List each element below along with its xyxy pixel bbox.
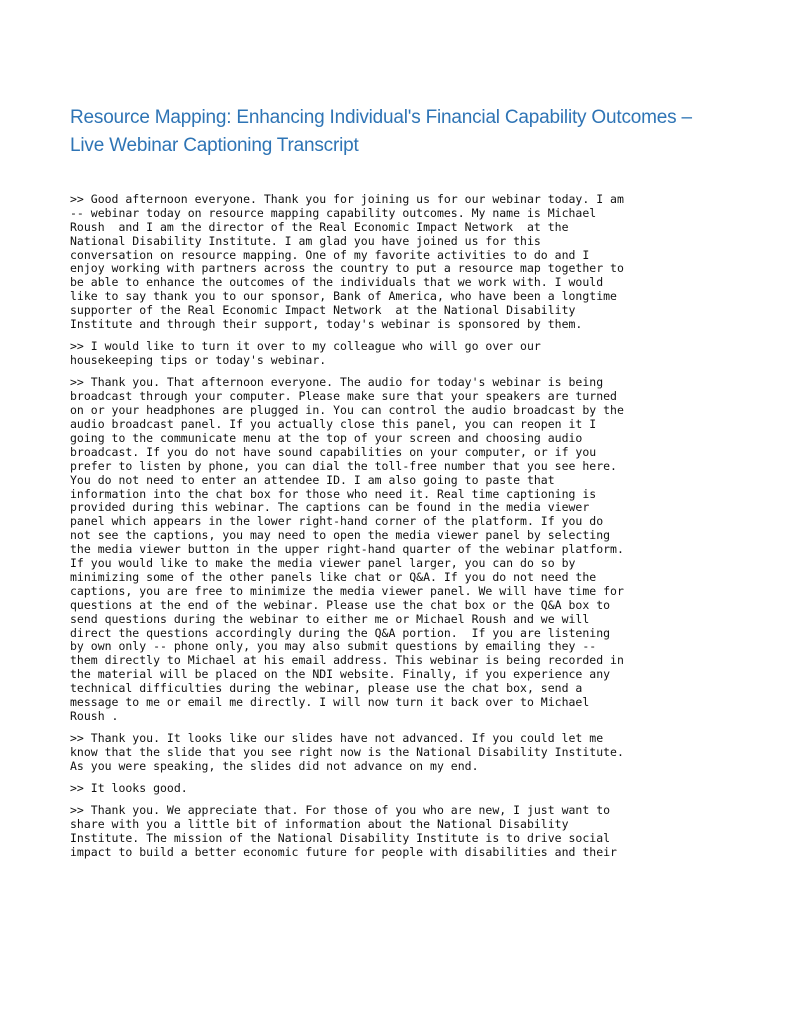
transcript-line: be able to enhance the outcomes of the individuals that we work with. I would	[70, 275, 604, 290]
transcript-line: >> I would like to turn it over to my colleague who will go over our	[70, 339, 541, 354]
transcript-paragraph	[70, 193, 750, 332]
transcript-line: captions, you are free to minimize the media viewer panel. We will have time for	[70, 583, 624, 598]
transcript-paragraph	[70, 782, 750, 796]
transcript-line: the media viewer button in the upper right-hand quarter of the webinar platform.	[70, 542, 624, 557]
transcript-line: As you were speaking, the slides did not advance on my end.	[70, 758, 479, 773]
transcript-line: impact to build a better economic future for people with disabilities and their	[70, 845, 617, 860]
transcript-line: like to say thank you to our sponsor, Bank of America, who have been a longtime	[70, 289, 617, 304]
transcript-line: going to the communicate menu at the top of your screen and choosing audio	[70, 431, 583, 446]
document-title	[70, 104, 750, 160]
transcript-line: National Disability Institute. I am glad you have joined us for this	[70, 233, 541, 248]
transcript-paragraph	[70, 804, 750, 860]
transcript-line: send questions during the webinar to either me or Michael Roush and we will	[70, 611, 590, 626]
transcript-line: prefer to listen by phone, you can dial the toll-free number that you see here.	[70, 458, 617, 473]
transcript-line: not see the captions, you may need to open the media viewer panel by selecting	[70, 528, 611, 543]
transcript-line: Roush .	[70, 708, 119, 723]
transcript-line: technical difficulties during the webinar, please use the chat box, send a	[70, 681, 583, 696]
transcript-line: You do not need to enter an attendee ID. I am also going to paste that	[70, 472, 555, 487]
transcript-line: information into the chat box for those who need it. Real time captioning is	[70, 486, 597, 501]
transcript-line: If you would like to make the media viewer panel larger, you can do so by	[70, 556, 576, 571]
transcript-line: >> Thank you. That afternoon everyone. The audio for today's webinar is being	[70, 375, 604, 390]
transcript-line: share with you a little bit of information about the National Disability	[70, 817, 569, 832]
transcript-line: direct the questions accordingly during the Q&A portion. If you are listening	[70, 625, 611, 640]
transcript-line: broadcast through your computer. Please make sure that your speakers are turned	[70, 389, 617, 404]
transcript-paragraph	[70, 340, 750, 368]
transcript-line: questions at the end of the webinar. Please use the chat box or the Q&A box to	[70, 597, 611, 612]
transcript-line: >> Thank you. It looks like our slides have not advanced. If you could let me	[70, 731, 604, 746]
transcript-line: them directly to Michael at his email address. This webinar is being recorded in	[70, 653, 624, 668]
transcript-line: >> It looks good.	[70, 781, 188, 796]
transcript-line: >> Thank you. We appreciate that. For those of you who are new, I just want to	[70, 803, 611, 818]
title-line: Resource Mapping: Enhancing Individual's Financial Capability Outcomes –	[70, 107, 692, 128]
transcript-line: housekeeping tips or today's webinar.	[70, 353, 327, 368]
transcript-line: minimizing some of the other panels like chat or Q&A. If you do not need the	[70, 569, 597, 584]
transcript-line: -- webinar today on resource mapping capability outcomes. My name is Michael	[70, 205, 597, 220]
transcript-line: enjoy working with partners across the country to put a resource map together to	[70, 261, 624, 276]
transcript-line: on or your headphones are plugged in. You can control the audio broadcast by the	[70, 403, 624, 418]
transcript-line: provided during this webinar. The captions can be found in the media viewer	[70, 500, 590, 515]
transcript-line: Roush and I am the director of the Real Economic Impact Network at the	[70, 219, 569, 234]
transcript-line: panel which appears in the lower right-hand corner of the platform. If you do	[70, 514, 604, 529]
transcript-body	[70, 193, 750, 868]
transcript-paragraph	[70, 376, 750, 723]
transcript-line: Institute and through their support, today's webinar is sponsored by them.	[70, 317, 583, 332]
transcript-line: supporter of the Real Economic Impact Network at the National Disability	[70, 303, 576, 318]
transcript-line: broadcast. If you do not have sound capabilities on your computer, or if you	[70, 444, 597, 459]
transcript-line: know that the slide that you see right now is the National Disability Institute.	[70, 745, 624, 760]
transcript-line: the material will be placed on the NDI website. Finally, if you experience any	[70, 667, 611, 682]
transcript-line: Institute. The mission of the National Disability Institute is to drive social	[70, 831, 611, 846]
transcript-line: message to me or email me directly. I will now turn it back over to Michael	[70, 694, 590, 709]
transcript-line: conversation on resource mapping. One of my favorite activities to do and I	[70, 247, 590, 262]
transcript-line: audio broadcast panel. If you actually close this panel, you can reopen it I	[70, 417, 597, 432]
transcript-line: >> Good afternoon everyone. Thank you for joining us for our webinar today. I am	[70, 192, 624, 206]
title-line: Live Webinar Captioning Transcript	[70, 135, 359, 156]
transcript-line: by own only -- phone only, you may also submit questions by emailing they --	[70, 639, 597, 654]
transcript-paragraph	[70, 732, 750, 774]
